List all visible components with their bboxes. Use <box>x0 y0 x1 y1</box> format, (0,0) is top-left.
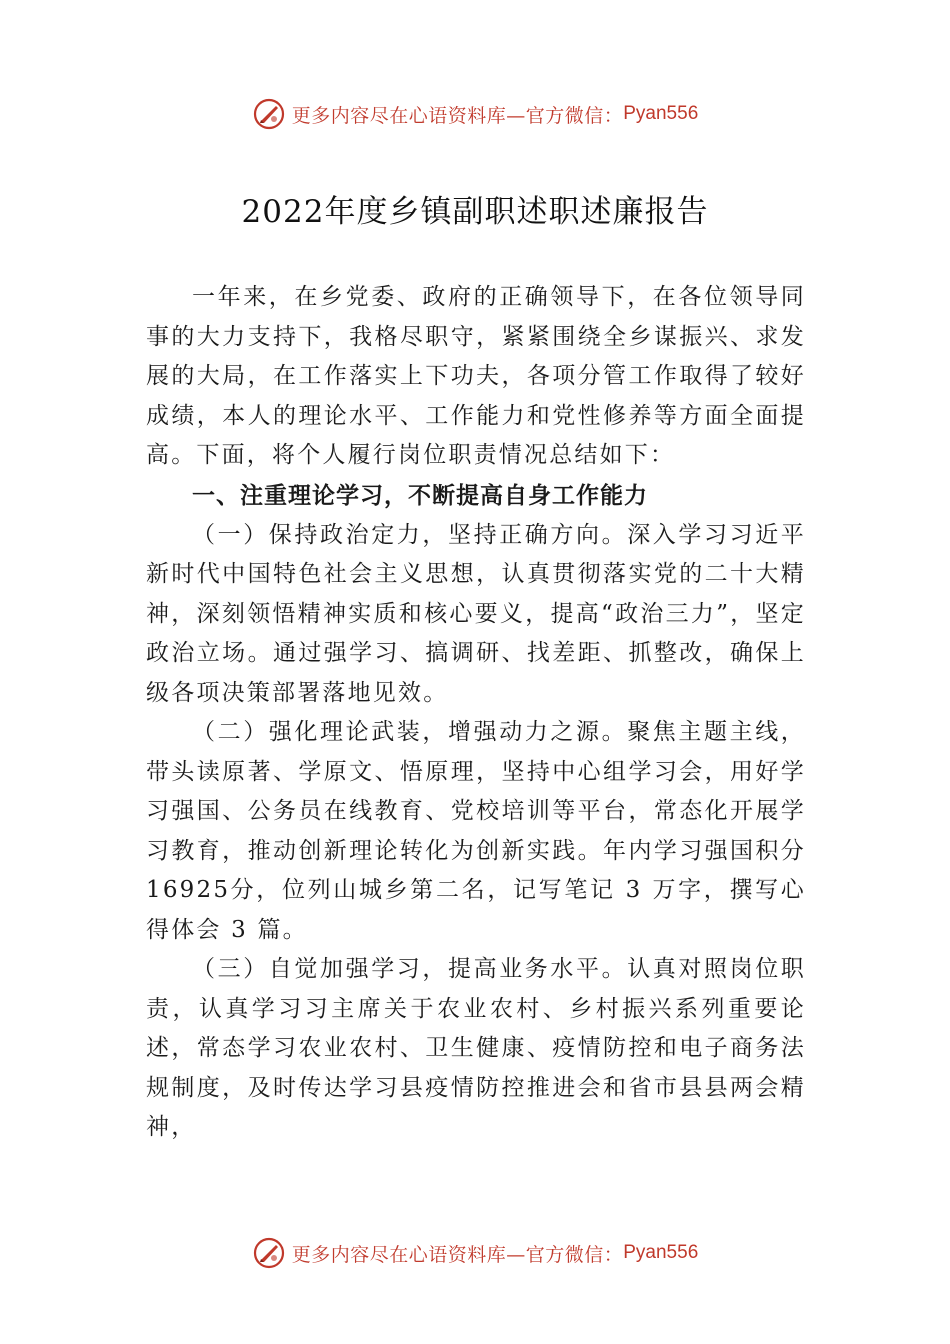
quill-seal-logo-icon <box>252 97 286 131</box>
intro-paragraph: 一年来，在乡党委、政府的正确领导下，在各位领导同事的大力支持下，我格尽职守，紧紧围绕全乡谋振兴、求发展的大局，在工作落实上下功夫，各项分管工作取得了较好成绩，本人的理论水平、工作能力和党性修养等方面全面提高。下面，将个人履行岗位职责情况总结如下： <box>146 284 806 468</box>
banner-text: 更多内容尽在心语资料库—官方微信： <box>291 104 624 127</box>
page-title: 2022年度乡镇副职述职述廉报告 <box>241 194 709 230</box>
section-heading-1: 一、注重理论学习，不断提高自身工作能力 <box>192 482 648 509</box>
paragraph-1: （一）保持政治定力，坚持正确方向。深入学习习近平新时代中国特色社会主义思想，认真贯彻落实党的二十大精神，深刻领悟精神实质和核心要义，提高“政治三力”，坚定政治立场。通过强学习、搞调研、找差距、抓整改，确保上级各项决策部署落地见效。 <box>146 521 806 706</box>
banner-wechat-id: Pyan556 <box>623 1242 699 1263</box>
paragraph-3: （三）自觉加强学习，提高业务水平。认真对照岗位职责，认真学习习主席关于农业农村、乡村振兴系列重要论述，常态学习农业农村、卫生健康、疫情防控和电子商务法规制度，及时传达学习县疫情防控推进会和省市县县两会精神， <box>146 956 806 1140</box>
banner-wechat-id: Pyan556 <box>623 103 699 124</box>
banner-text: 更多内容尽在心语资料库—官方微信： <box>291 1243 624 1266</box>
header-banner <box>0 94 950 134</box>
quill-seal-logo-icon <box>252 1236 286 1270</box>
document-body <box>146 278 806 1148</box>
footer-banner <box>0 1233 950 1273</box>
paragraph-2: （二）强化理论武装，增强动力之源。聚焦主题主线，带头读原著、学原文、悟原理，坚持中心组学习会，用好学习强国、公务员在线教育、党校培训等平台，常态化开展学习教育，推动创新理论转化为创新实践。年内学习强国积分16925分，位列山城乡第二名，记写笔记 3 万字，撰写心得体会 3 篇。 <box>146 719 806 943</box>
